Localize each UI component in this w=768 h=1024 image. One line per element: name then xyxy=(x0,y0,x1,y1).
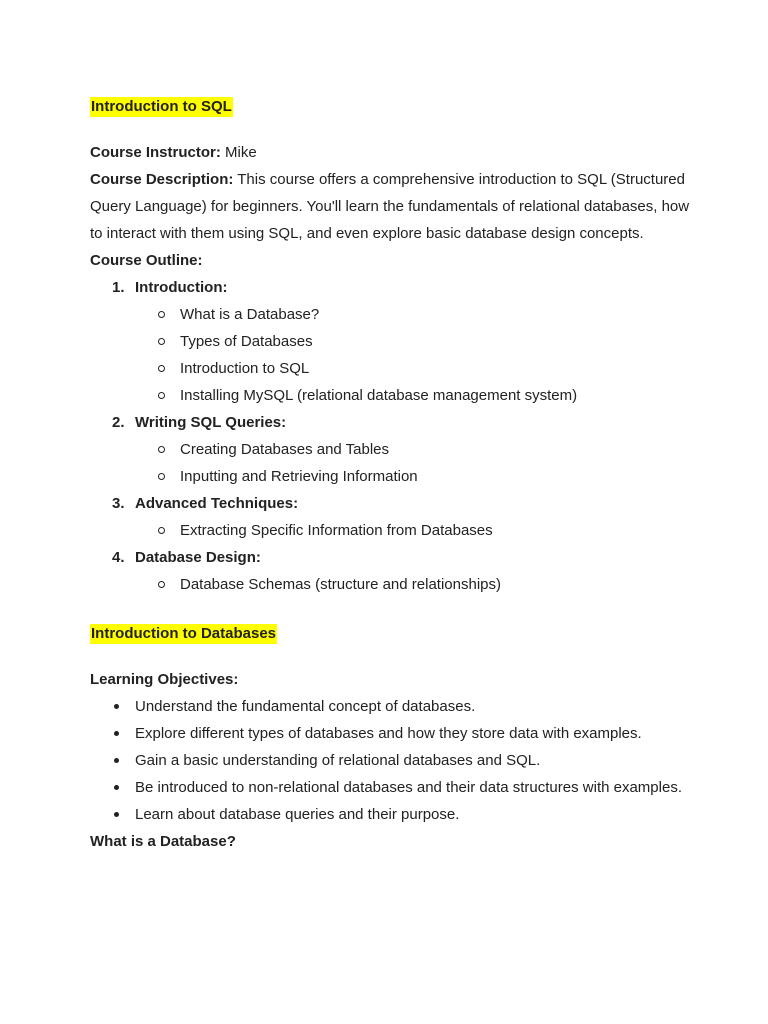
circle-bullet-icon xyxy=(158,527,165,534)
objective-item xyxy=(90,801,690,828)
subitem-text: What is a Database? xyxy=(180,306,320,323)
outline-number: 3. xyxy=(112,495,125,512)
course-outline-list xyxy=(90,274,690,598)
outline-number: 1. xyxy=(112,279,125,296)
what-is-database-heading: What is a Database? xyxy=(90,833,236,850)
objective-text: Gain a basic understanding of relational databases and SQL. xyxy=(135,752,541,769)
subitem-text: Introduction to SQL xyxy=(180,360,310,377)
outline-sublist xyxy=(135,517,690,544)
circle-bullet-icon xyxy=(158,311,165,318)
section-heading-intro-sql: Introduction to SQL xyxy=(91,98,232,115)
instructor-line xyxy=(90,139,690,166)
outline-subitem xyxy=(135,571,690,598)
outline-item xyxy=(90,274,690,409)
learning-objectives-list xyxy=(90,693,690,828)
outline-title: Database Design: xyxy=(135,549,261,566)
objective-text: Understand the fundamental concept of databases. xyxy=(135,698,476,715)
instructor-label: Course Instructor: xyxy=(90,144,221,161)
outline-subitem xyxy=(135,301,690,328)
outline-subitem xyxy=(135,355,690,382)
subitem-text: Inputting and Retrieving Information xyxy=(180,468,418,485)
section-heading-intro-databases: Introduction to Databases xyxy=(91,625,277,642)
subitem-text: Types of Databases xyxy=(180,333,313,350)
circle-bullet-icon xyxy=(158,365,165,372)
subitem-text: Extracting Specific Information from Databases xyxy=(180,522,493,539)
objective-text: Be introduced to non-relational databases and their data structures with examples. xyxy=(135,779,682,796)
outline-subitem xyxy=(135,463,690,490)
bullet-dot-icon xyxy=(114,785,119,790)
outline-subitem xyxy=(135,517,690,544)
objective-text: Learn about database queries and their purpose. xyxy=(135,806,460,823)
bullet-dot-icon xyxy=(114,731,119,736)
subitem-text: Creating Databases and Tables xyxy=(180,441,390,458)
instructor-value: Mike xyxy=(220,144,257,161)
outline-sublist xyxy=(135,301,690,409)
objective-item xyxy=(90,693,690,720)
outline-item xyxy=(90,409,690,490)
objective-item xyxy=(90,720,690,747)
description-paragraph xyxy=(90,166,690,247)
outline-subitem xyxy=(135,382,690,409)
subitem-text: Database Schemas (structure and relationships) xyxy=(180,576,501,593)
circle-bullet-icon xyxy=(158,338,165,345)
circle-bullet-icon xyxy=(158,392,165,399)
outline-number: 4. xyxy=(112,549,125,566)
subitem-text: Installing MySQL (relational database management system) xyxy=(180,387,578,404)
outline-title: Writing SQL Queries: xyxy=(135,414,287,431)
outline-item xyxy=(90,490,690,544)
circle-bullet-icon xyxy=(158,581,165,588)
outline-sublist xyxy=(135,571,690,598)
outline-title: Advanced Techniques: xyxy=(135,495,299,512)
outline-label: Course Outline: xyxy=(90,252,203,269)
description-value: This course offers a comprehensive introduction to SQL (Structured Query Language) for beginners. You'll learn the fundamentals of relational databases, how to interact with them using SQL, and even explore basic database design concepts. xyxy=(90,171,690,242)
outline-sublist xyxy=(135,436,690,490)
bullet-dot-icon xyxy=(114,758,119,763)
document-page xyxy=(90,96,690,855)
outline-subitem xyxy=(135,328,690,355)
objective-item xyxy=(90,774,690,801)
objective-item xyxy=(90,747,690,774)
circle-bullet-icon xyxy=(158,473,165,480)
outline-subitem xyxy=(135,436,690,463)
objective-text: Explore different types of databases and how they store data with examples. xyxy=(135,725,642,742)
circle-bullet-icon xyxy=(158,446,165,453)
description-label: Course Description: xyxy=(90,171,234,188)
objectives-label: Learning Objectives: xyxy=(90,671,239,688)
bullet-dot-icon xyxy=(114,704,119,709)
outline-number: 2. xyxy=(112,414,125,431)
outline-title: Introduction: xyxy=(135,279,228,296)
outline-item xyxy=(90,544,690,598)
bullet-dot-icon xyxy=(114,812,119,817)
